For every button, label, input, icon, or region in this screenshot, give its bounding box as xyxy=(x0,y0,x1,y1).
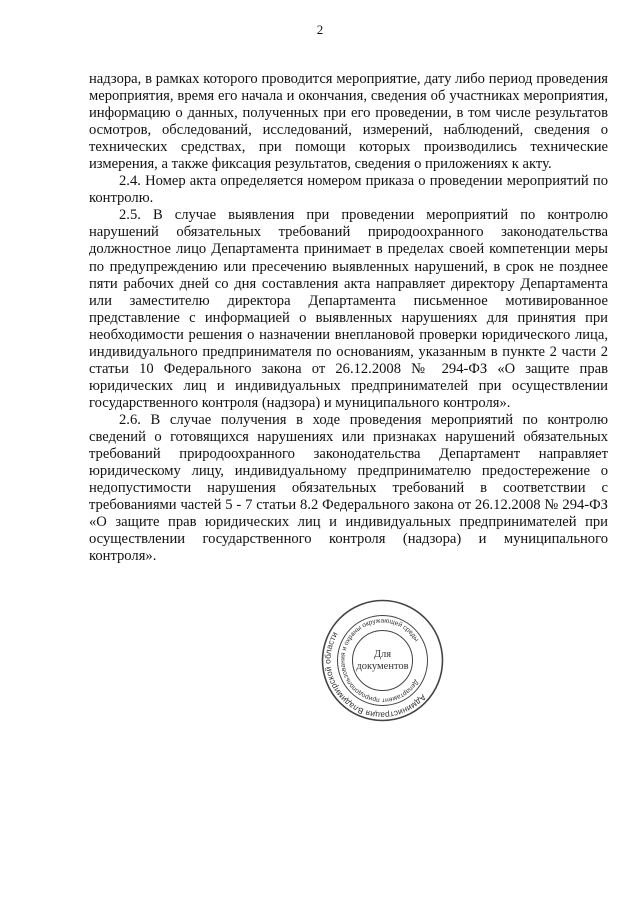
stamp-inner-text: Департамент природопользования и охраны окружающей среды xyxy=(339,617,420,704)
paragraph-continuation: надзора, в рамках которого проводится мероприятие, дату либо период проведения мероприятия, время его начала и окончания, сведения об участниках мероприятия, информацию о данных, полученных при его проведении, в том числе результатов осмотров, обследований, исследований, измерений, наблюдений, сведения о технических средствах, при помощи которых производились технические измерения, а также фиксация результатов, сведения о приложениях к акту. xyxy=(89,71,608,173)
page-number: 2 xyxy=(316,22,324,37)
stamp-outer-text: Администрация Владимирской области xyxy=(322,629,429,721)
paragraph-2-4: 2.4. Номер акта определяется номером приказа о проведении мероприятий по контролю. xyxy=(89,173,608,207)
stamp-center-text xyxy=(320,598,445,723)
document-body xyxy=(89,71,608,565)
paragraph-2-5: 2.5. В случае выявления при проведении мероприятий по контролю нарушений обязательных требований природоохранного законодательства должностное лицо Департамента принимает в пределах своей компетенции меры по предупреждению или пресечению выявленных нарушений, в срок не позднее пяти рабочих дней со дня составления акта направляет директору Департамента или заместителю директора Департамента письменное мотивированное представление с информацией о выявленных нарушениях для принятия при необходимости решения о назначении внеплановой проверки юридического лица, индивидуального предпринимателя по основаниям, указанным в пункте 2 части 2 статьи 10 Федерального закона от 26.12.2008 № 294-ФЗ «О защите прав юридических лиц и индивидуальных предпринимателей при осуществлении государственного контроля (надзора) и муниципального контроля». xyxy=(89,207,608,411)
paragraph-2-6: 2.6. В случае получения в ходе проведения мероприятий по контролю сведений о готовящихся нарушениях или признаках нарушений обязательных требований природоохранного законодательства Департамент направляет юридическому лицу, индивидуальному предпринимателю предостережение о недопустимости нарушения обязательных требований в соответствии с требованиями частей 5 - 7 статьи 8.2 Федерального закона от 26.12.2008 № 294-ФЗ «О защите прав юридических лиц и индивидуальных предпринимателей при осуществлении государственного контроля (надзора) и муниципального контроля». xyxy=(89,411,608,565)
stamp-center-line1: Для xyxy=(373,648,392,660)
stamp-center-line2: документов xyxy=(356,660,409,672)
official-stamp xyxy=(320,598,445,723)
